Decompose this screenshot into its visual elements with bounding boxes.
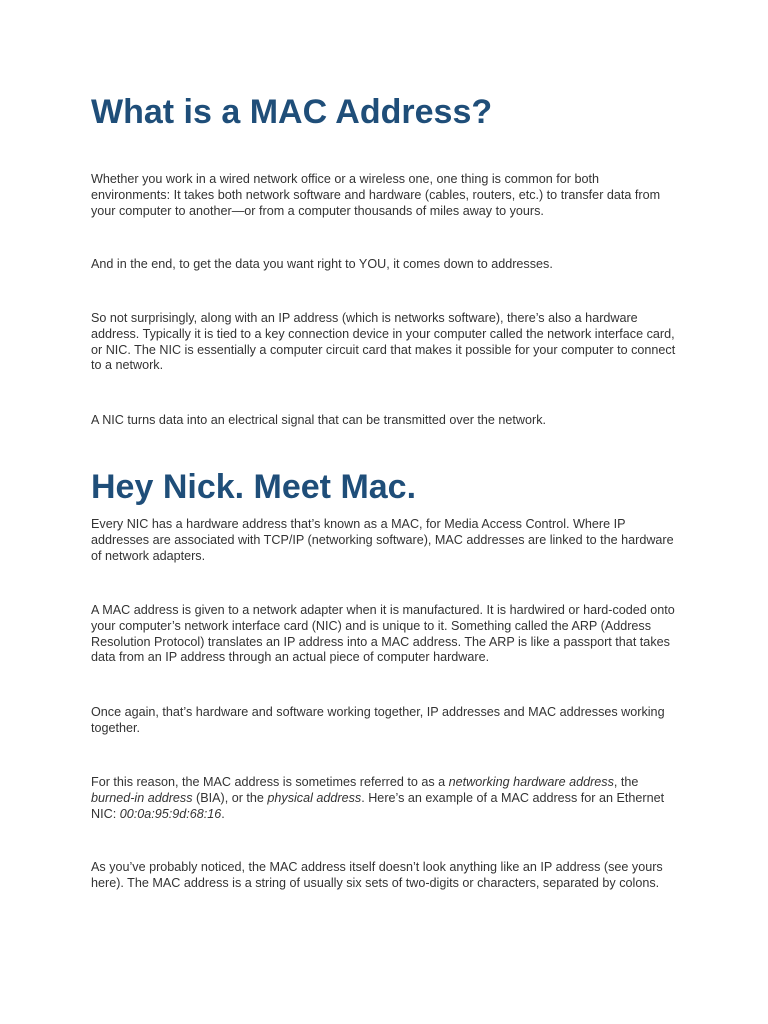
paragraph-manufactured: A MAC address is given to a network adapter when it is manufactured. It is hardwired or hard-coded onto your computer’s network interface card (NIC) and is unique to it. Something called the ARP (Address Resolution Protocol) translates an IP address into a MAC address. The ARP is like a passport that takes data from an IP address through an actual piece of computer hardware. <box>91 603 675 665</box>
heading-what-is-mac: What is a MAC Address? <box>91 93 493 131</box>
text-segment: (BIA), or the <box>192 790 268 805</box>
paragraph-working-together: Once again, that’s hardware and software working together, IP addresses and MAC addresses working together. <box>91 705 665 735</box>
paragraph-hardware-address: So not surprisingly, along with an IP address (which is networks software), there’s also a hardware address. Typically it is tied to a key connection device in your computer called the network interface card, or NIC. The NIC is essentially a computer circuit card that makes it possible for your computer to connect to a network. <box>91 311 676 373</box>
term-burned-in-address: burned-in address <box>91 790 193 805</box>
text-segment: . <box>221 806 225 821</box>
mac-address-example: 00:0a:95:9d:68:16 <box>119 806 222 821</box>
term-physical-address: physical address <box>267 790 362 805</box>
heading-hey-nick: Hey Nick. Meet Mac. <box>91 468 417 506</box>
text-segment: . Here’s an example of a MAC address for an Ethernet NIC: <box>91 790 665 821</box>
paragraph-mac-names <box>91 775 681 822</box>
paragraph-every-nic: Every NIC has a hardware address that’s known as a MAC, for Media Access Control. Where IP addresses are associated with TCP/IP (networking software), MAC addresses are linked to the hardware of network adapters. <box>91 517 674 563</box>
text-segment: For this reason, the MAC address is sometimes referred to as a <box>91 775 449 789</box>
paragraph-nic-signal: A NIC turns data into an electrical signal that can be transmitted over the network. <box>91 413 547 427</box>
term-networking-hardware-address: networking hardware address <box>448 775 614 789</box>
text-segment: , the <box>613 775 639 789</box>
paragraph-mac-format: As you’ve probably noticed, the MAC address itself doesn’t look anything like an IP address (see yours here). The MAC address is a string of usually six sets of two-digits or characters, separated by colons. <box>91 860 663 890</box>
paragraph-intro: Whether you work in a wired network office or a wireless one, one thing is common for both environments: It takes both network software and hardware (cables, routers, etc.) to transfer data from your computer to another—or from a computer thousands of miles away to yours. <box>91 172 661 218</box>
paragraph-addresses: And in the end, to get the data you want right to YOU, it comes down to addresses. <box>91 257 553 271</box>
